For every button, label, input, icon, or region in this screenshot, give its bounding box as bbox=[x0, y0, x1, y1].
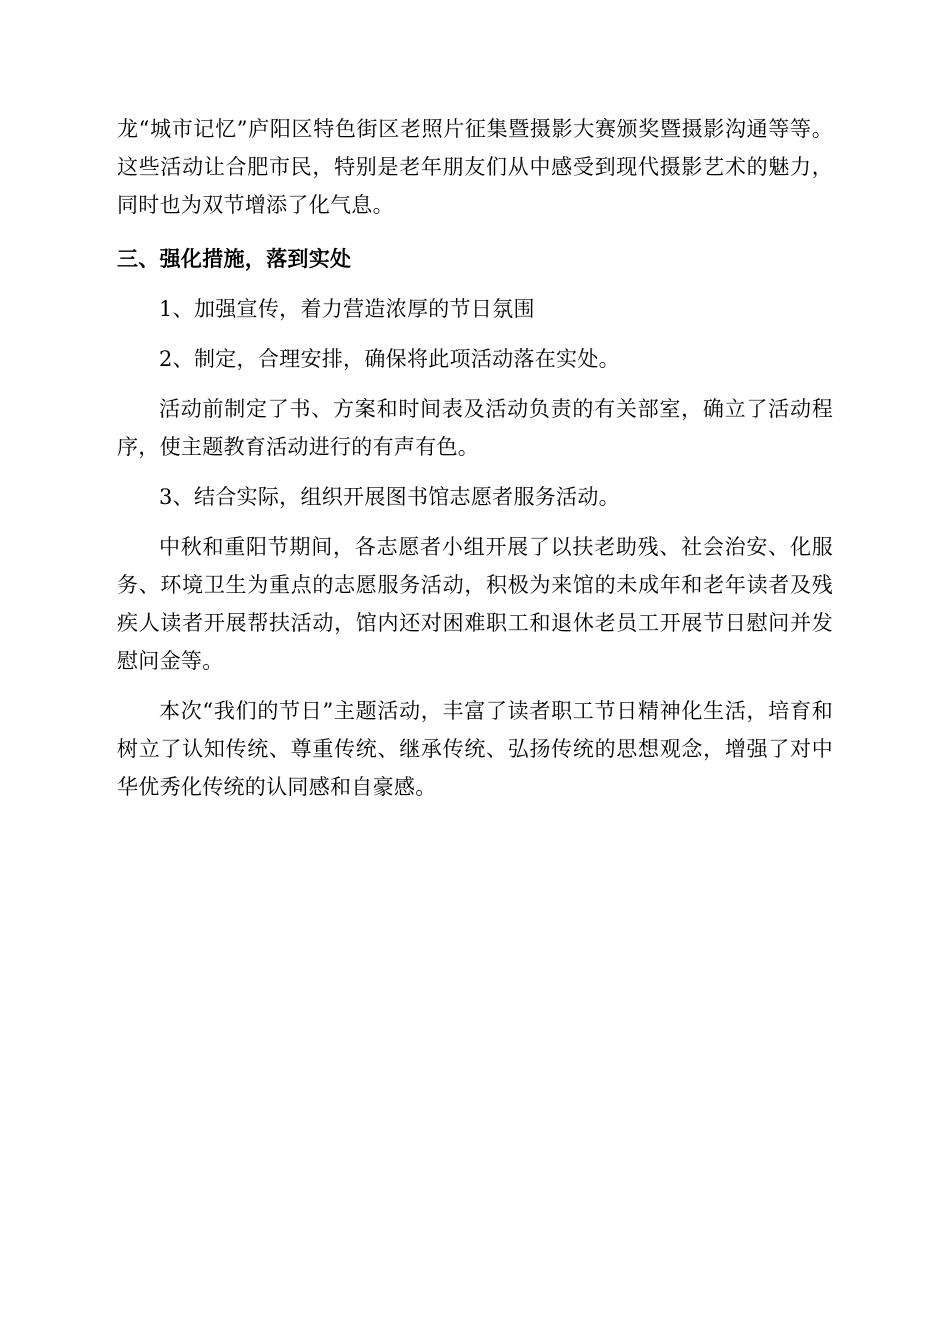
list-item-2: 2、制定，合理安排，确保将此项活动落在实处。 bbox=[159, 347, 620, 371]
list-item-3: 3、结合实际，组织开展图书馆志愿者服务活动。 bbox=[159, 485, 620, 509]
document-page bbox=[117, 110, 833, 806]
section-heading-3: 三、强化措施，落到实处 bbox=[117, 247, 352, 271]
paragraph-continuation: 龙“城市记忆”庐阳区特色街区老照片征集暨摄影大赛颁奖暨摄影沟通等等。这些活动让合肥市民，特别是老年朋友们从中感受到现代摄影艺术的魅力，同时也为双节增添了化气息。 bbox=[117, 117, 833, 217]
list-item-1: 1、加强宣传，着力营造浓厚的节日氛围 bbox=[159, 297, 535, 321]
paragraph-volunteer: 中秋和重阳节期间，各志愿者小组开展了以扶老助残、社会治安、化服务、环境卫生为重点的志愿服务活动，积极为来馆的未成年和老年读者及残疾人读者开展帮扶活动，馆内还对困难职工和退休老员工开展节日慰问并发慰问金等。 bbox=[117, 535, 833, 673]
paragraph-summary: 本次“我们的节日”主题活动，丰富了读者职工节日精神化生活，培育和树立了认知传统、尊重传统、继承传统、弘扬传统的思想观念，增强了对中华优秀化传统的认同感和自豪感。 bbox=[117, 699, 833, 799]
paragraph-plan: 活动前制定了书、方案和时间表及活动负责的有关部室，确立了活动程序，使主题教育活动进行的有声有色。 bbox=[117, 397, 833, 459]
